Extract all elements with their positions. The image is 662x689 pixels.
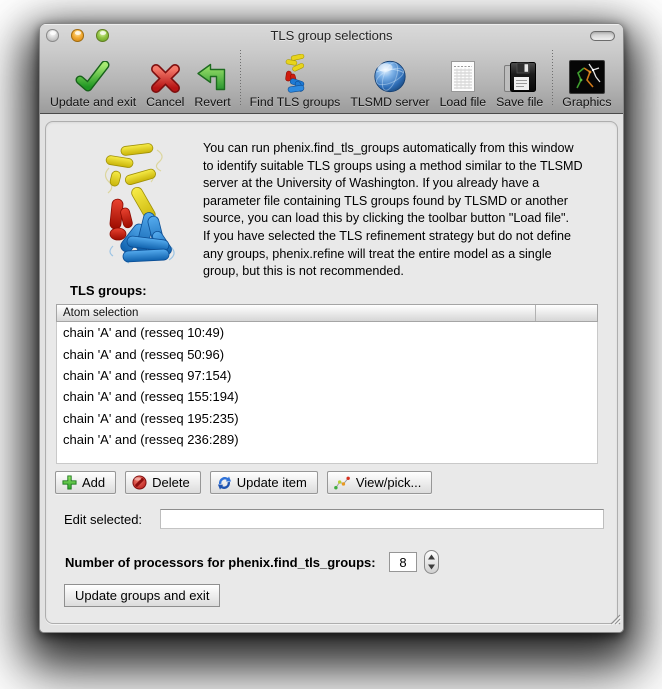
molecule-viewer-icon	[569, 50, 605, 94]
processors-label: Number of processors for phenix.find_tls_groups:	[65, 555, 376, 570]
blue-globe-icon	[372, 50, 408, 94]
delete-button[interactable]	[125, 471, 201, 494]
spreadsheet-document-icon	[449, 50, 477, 94]
table-body	[56, 322, 598, 464]
red-x-icon	[149, 50, 182, 94]
column-header-spare	[536, 305, 597, 321]
toolbar-label: Graphics	[562, 95, 612, 109]
table-row[interactable]: chain 'A' and (resseq 50:96)	[63, 346, 225, 362]
add-button-label: Add	[82, 475, 106, 490]
toolbar	[40, 46, 623, 112]
toolbar-label: Update and exit	[50, 95, 137, 109]
protein-structure-image	[99, 142, 185, 268]
view-pick-button-label: View/pick...	[355, 475, 422, 490]
column-header-atom-selection[interactable]: Atom selection	[57, 305, 536, 321]
toolbar-label: Revert	[194, 95, 231, 109]
table-row[interactable]: chain 'A' and (resseq 155:194)	[63, 389, 239, 405]
dialog-content	[40, 114, 623, 632]
toolbar-toggle-button[interactable]	[590, 31, 615, 41]
toolbar-button-cancel[interactable]	[141, 47, 189, 109]
update-item-button-label: Update item	[236, 475, 307, 490]
resize-grip[interactable]	[608, 612, 621, 630]
window-body	[39, 23, 624, 633]
update-groups-and-exit-button[interactable]	[64, 584, 220, 607]
add-button[interactable]	[55, 471, 116, 494]
toolbar-separator	[240, 50, 241, 106]
toolbar-label: Save file	[496, 95, 544, 109]
window-title: TLS group selections	[270, 28, 393, 43]
update-groups-button-label: Update groups and exit	[75, 588, 210, 603]
tls-groups-label: TLS groups:	[70, 283, 147, 298]
processors-input[interactable]	[389, 552, 417, 572]
tls-dialog-window	[39, 23, 624, 633]
toolbar-button-graphics[interactable]	[557, 47, 616, 109]
table-row[interactable]: chain 'A' and (resseq 236:289)	[63, 432, 239, 448]
table-header-row	[56, 304, 598, 322]
edit-selected-label: Edit selected:	[64, 512, 143, 527]
tls-groups-table	[56, 304, 598, 464]
toolbar-label: Load file	[439, 95, 487, 109]
toolbar-button-tlsmd-server[interactable]	[345, 47, 434, 109]
floppy-disk-icon	[503, 50, 537, 94]
toolbar-button-load-file[interactable]	[435, 47, 492, 109]
toolbar-button-revert[interactable]	[189, 47, 235, 109]
table-row[interactable]: chain 'A' and (resseq 97:154)	[63, 367, 232, 383]
table-row[interactable]: chain 'A' and (resseq 10:49)	[63, 325, 225, 341]
zoom-button[interactable]	[96, 29, 109, 42]
main-panel	[45, 121, 618, 624]
toolbar-button-find-tls-groups[interactable]	[245, 47, 346, 109]
view-pick-button[interactable]	[327, 471, 433, 494]
plus-icon	[62, 475, 77, 490]
toolbar-label: Cancel	[146, 95, 185, 109]
table-row[interactable]: chain 'A' and (resseq 195:235)	[63, 410, 239, 426]
edit-selected-input[interactable]	[160, 509, 604, 529]
prohibition-icon	[132, 475, 147, 490]
delete-button-label: Delete	[152, 475, 190, 490]
processors-stepper[interactable]	[424, 550, 439, 579]
window-header	[40, 24, 623, 114]
update-item-button[interactable]	[210, 471, 318, 494]
toolbar-label: TLSMD server	[350, 95, 430, 109]
green-undo-arrow-icon	[196, 50, 229, 94]
description-text: You can run phenix.find_tls_groups automatically from this window to identify suitable TLS groups using a method similar to the TLSMD server at the University of Washington. If you already have a parameter file containing TLS groups found by TLSMD or another source, you can load this by clicking the toolbar button "Load file". If you have selected the TLS refinement strategy but do not define any groups, phenix.refine will treat the entire model as a single group, but this is not recommended.	[203, 141, 583, 279]
toolbar-label: Find TLS groups	[249, 95, 341, 109]
protein-model-icon	[283, 50, 307, 94]
minimize-button[interactable]	[71, 29, 84, 42]
green-checkmark-icon	[75, 50, 111, 94]
toolbar-button-update-and-exit[interactable]	[45, 47, 141, 109]
toolbar-separator	[552, 50, 553, 106]
table-action-buttons	[55, 471, 432, 494]
molecule-sparkline-icon	[334, 476, 351, 490]
refresh-icon	[217, 475, 232, 491]
close-button[interactable]	[46, 29, 59, 42]
toolbar-button-save-file[interactable]	[491, 47, 548, 109]
